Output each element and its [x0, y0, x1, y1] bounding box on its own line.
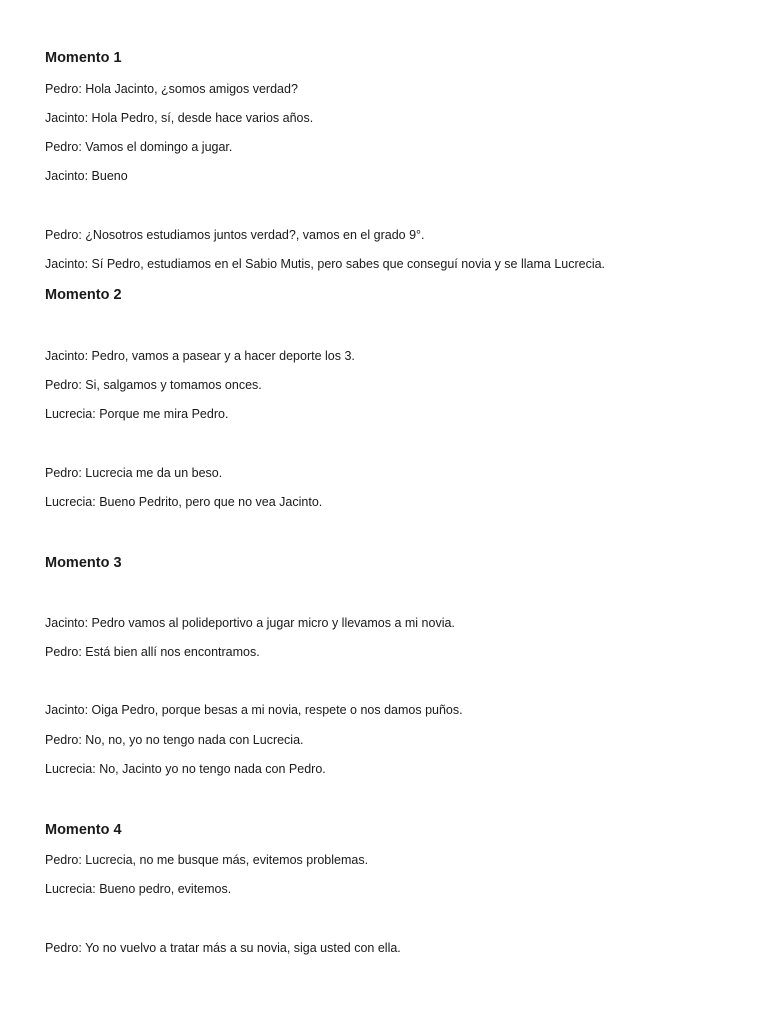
- dialogue-line: Pedro: Vamos el domingo a jugar.: [45, 140, 233, 154]
- dialogue-line: Jacinto: Sí Pedro, estudiamos en el Sabio Mutis, pero sabes que conseguí novia y se llama Lucrecia.: [45, 257, 606, 271]
- section-heading-momento-2: Momento 2: [45, 287, 122, 303]
- dialogue-line: Jacinto: Bueno: [45, 169, 128, 183]
- section-heading-momento-3: Momento 3: [45, 555, 122, 571]
- dialogue-line: Lucrecia: No, Jacinto yo no tengo nada con Pedro.: [45, 762, 326, 776]
- dialogue-line: Jacinto: Oiga Pedro, porque besas a mi novia, respete o nos damos puños.: [45, 703, 463, 717]
- dialogue-line: Pedro: Hola Jacinto, ¿somos amigos verdad?: [45, 82, 298, 96]
- dialogue-line: Jacinto: Hola Pedro, sí, desde hace varios años.: [45, 111, 314, 125]
- dialogue-line: Pedro: ¿Nosotros estudiamos juntos verdad?, vamos en el grado 9°.: [45, 228, 425, 242]
- dialogue-line: Pedro: Si, salgamos y tomamos onces.: [45, 378, 262, 392]
- dialogue-line: Pedro: Está bien allí nos encontramos.: [45, 645, 260, 659]
- dialogue-line: Pedro: Lucrecia me da un beso.: [45, 466, 223, 480]
- dialogue-line: Jacinto: Pedro vamos al polideportivo a jugar micro y llevamos a mi novia.: [45, 616, 455, 630]
- dialogue-line: Lucrecia: Porque me mira Pedro.: [45, 407, 229, 421]
- dialogue-line: Lucrecia: Bueno Pedrito, pero que no vea Jacinto.: [45, 495, 323, 509]
- dialogue-line: Lucrecia: Bueno pedro, evitemos.: [45, 882, 232, 896]
- dialogue-line: Pedro: No, no, yo no tengo nada con Lucrecia.: [45, 733, 304, 747]
- dialogue-line: Pedro: Lucrecia, no me busque más, evitemos problemas.: [45, 853, 369, 867]
- dialogue-line: Pedro: Yo no vuelvo a tratar más a su novia, siga usted con ella.: [45, 941, 401, 955]
- dialogue-line: Jacinto: Pedro, vamos a pasear y a hacer deporte los 3.: [45, 349, 355, 363]
- section-heading-momento-1: Momento 1: [45, 50, 122, 66]
- section-heading-momento-4: Momento 4: [45, 822, 122, 838]
